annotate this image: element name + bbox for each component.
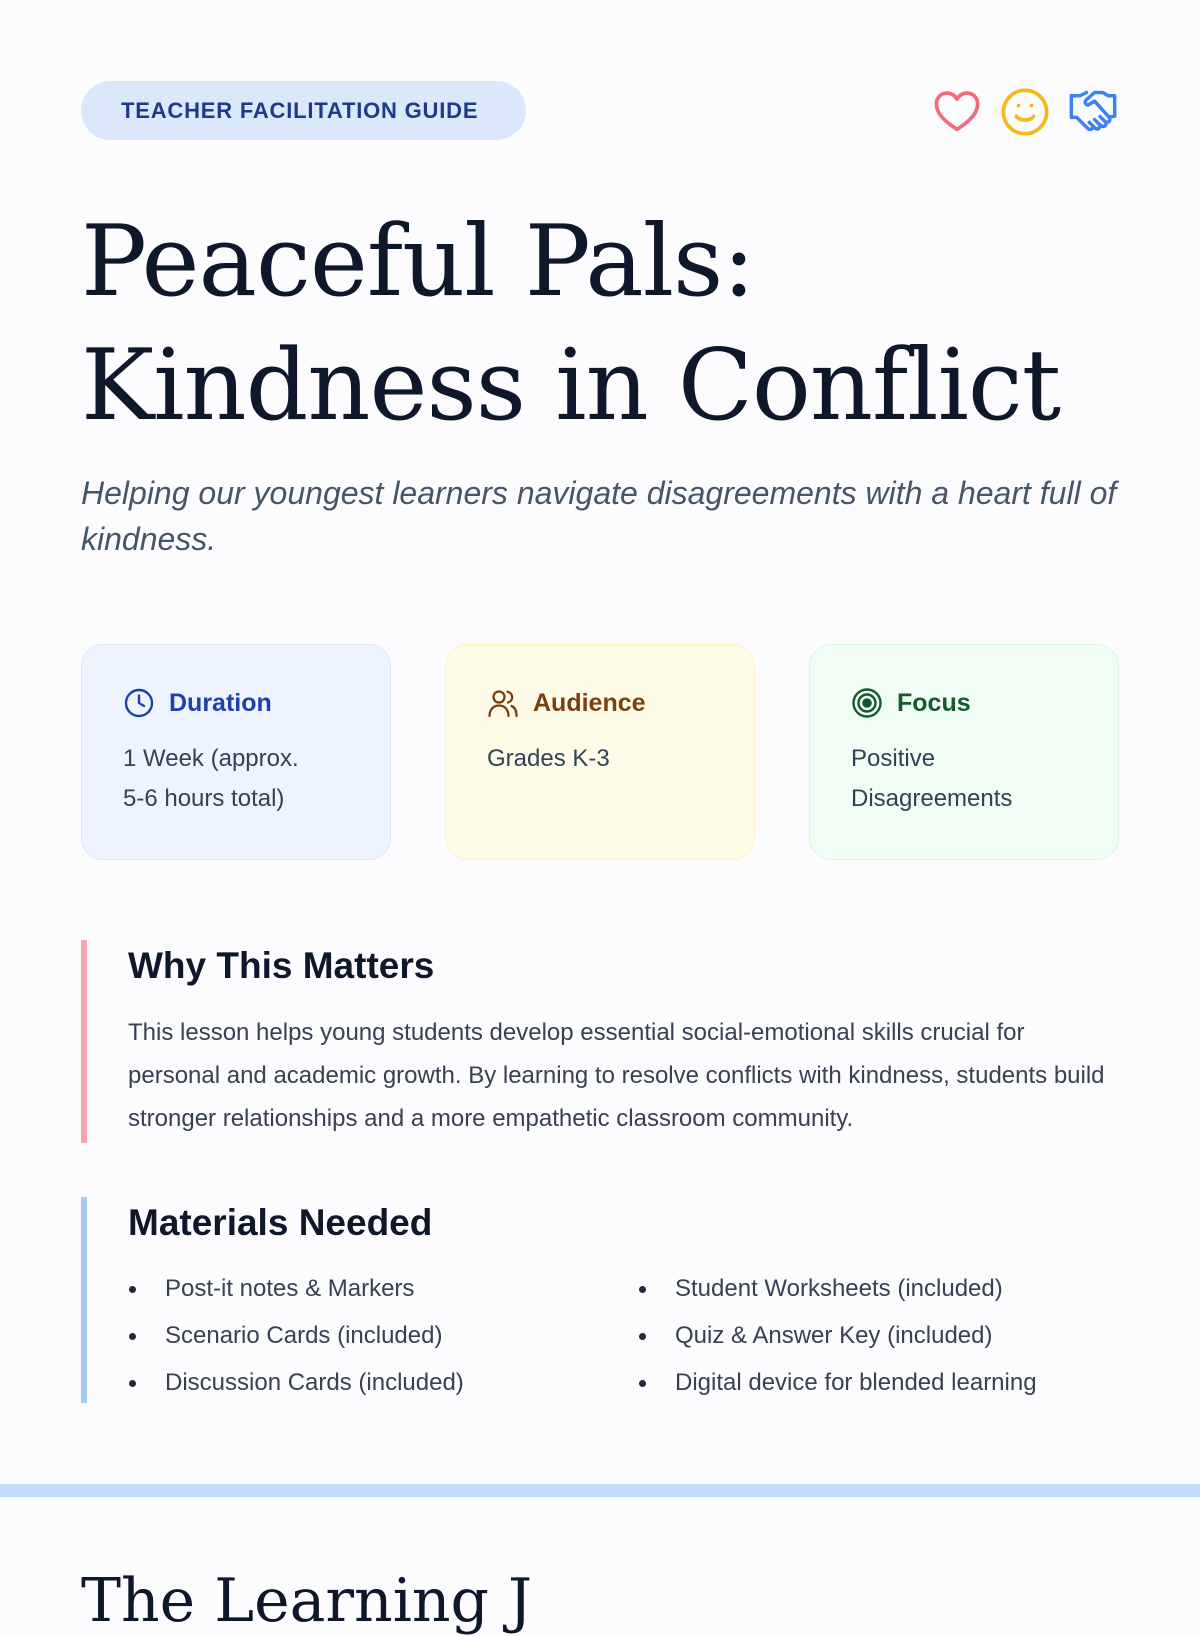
materials-list <box>128 1265 1119 1406</box>
focus-value-line-1: Positive <box>851 745 936 772</box>
materials-section <box>81 1197 1119 1403</box>
focus-value-line-2: Disagreements <box>851 785 1013 812</box>
duration-card-header <box>123 687 350 719</box>
smile-icon <box>999 86 1051 138</box>
guide-type-badge: TEACHER FACILITATION GUIDE <box>81 81 526 140</box>
audience-card <box>445 644 755 860</box>
duration-value <box>123 739 350 819</box>
header-icons <box>931 86 1119 138</box>
materials-heading: Materials Needed <box>128 1202 433 1243</box>
header-row <box>81 81 1119 140</box>
focus-card <box>809 644 1119 860</box>
handshake-icon <box>1067 86 1119 138</box>
page-subtitle: Helping our youngest learners navigate disagreements with a heart full of kindness. <box>81 475 1117 557</box>
title-line-1: Peaceful Pals: <box>81 205 755 319</box>
list-item: Student Worksheets (included) <box>638 1265 1119 1312</box>
section-divider <box>0 1484 1200 1497</box>
duration-label: Duration <box>169 688 272 717</box>
audience-value-line-1: Grades K-3 <box>487 745 610 772</box>
page-title <box>81 200 1119 448</box>
list-item: Discussion Cards (included) <box>128 1359 638 1406</box>
list-item: Scenario Cards (included) <box>128 1312 638 1359</box>
why-body: This lesson helps young students develop essential social-emotional skills crucial for personal and academic growth. By learning to resolve conflicts with kindness, students build stronger relationships and a more empathetic classroom community. <box>128 1019 1105 1132</box>
heart-icon <box>931 86 983 138</box>
title-line-2: Kindness in Conflict <box>81 329 1061 443</box>
duration-value-line-1: 1 Week (approx. <box>123 745 299 772</box>
list-item: Quiz & Answer Key (included) <box>638 1312 1119 1359</box>
why-heading: Why This Matters <box>128 945 435 986</box>
duration-card <box>81 644 391 860</box>
info-cards <box>81 644 1119 860</box>
list-item: Post-it notes & Markers <box>128 1265 638 1312</box>
audience-label: Audience <box>533 688 646 717</box>
focus-card-header <box>851 687 1078 719</box>
why-this-matters-section <box>81 940 1119 1143</box>
audience-value <box>487 739 714 779</box>
next-section-title: The Learning J <box>81 1566 533 1636</box>
users-icon <box>487 687 519 719</box>
target-icon <box>851 687 883 719</box>
duration-value-line-2: 5-6 hours total) <box>123 785 285 812</box>
focus-label: Focus <box>897 688 971 717</box>
clock-icon <box>123 687 155 719</box>
audience-card-header <box>487 687 714 719</box>
focus-value <box>851 739 1078 819</box>
list-item: Digital device for blended learning <box>638 1359 1119 1406</box>
